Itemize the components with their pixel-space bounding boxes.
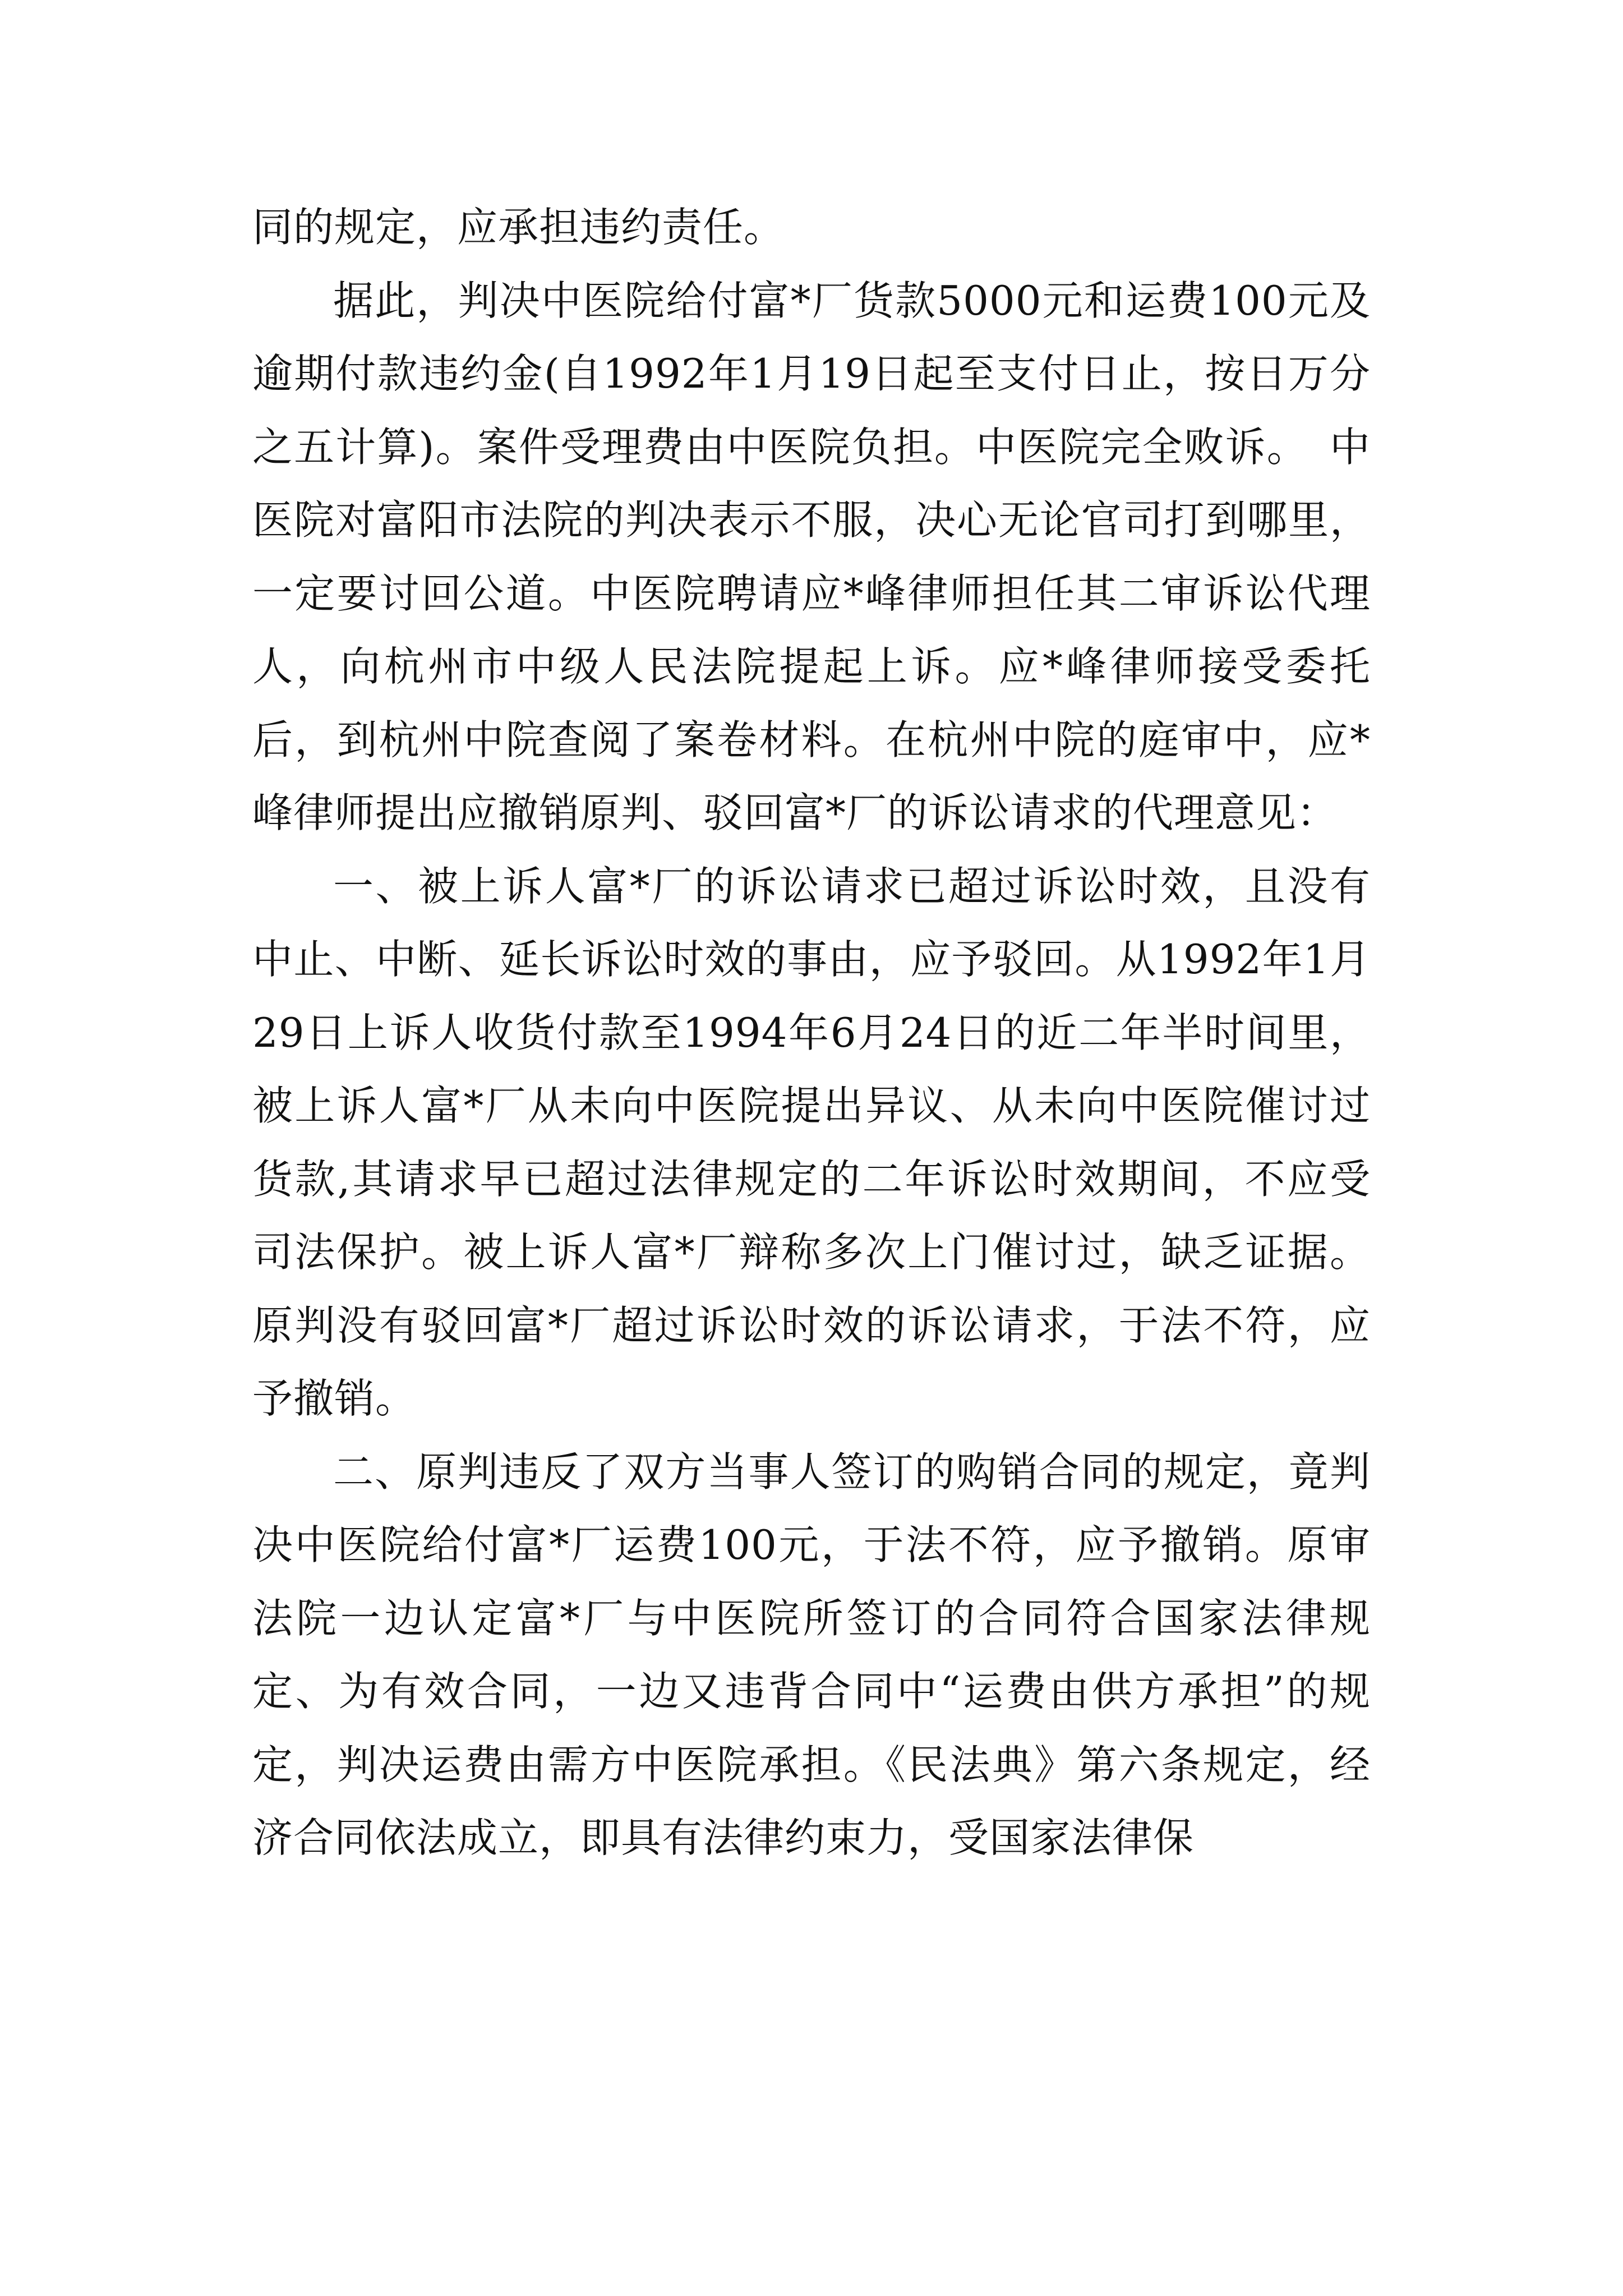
paragraph-continuation: 同的规定，应承担违约责任。 (252, 204, 785, 251)
paragraph-judgment: 据此，判决中医院给付富*厂货款5000元和运费100元及逾期付款违约金(自1992年1月19日起至支付日止，按日万分之五计算)。案件受理费由中医院负担。中医院完全败诉。 中医院对富阳市法院的判决表示不服，决心无论官司打到哪里，一定要讨回公道。中医院聘请应*峰律师担任其二审诉讼代理人，向杭州市中级人民法院提起上诉。应*峰律师接受委托后，到杭州中院查阅了案卷材料。在杭州中院的庭审中，应*峰律师提出应撤销原判、驳回富*厂的诉讼请求的代理意见： (252, 277, 1371, 836)
document-body (252, 191, 1371, 1875)
paragraph-point-one: 一、被上诉人富*厂的诉讼请求已超过诉讼时效，且没有中止、中断、延长诉讼时效的事由，应予驳回。从1992年1月29日上诉人收货付款至1994年6月24日的近二年半时间里，被上诉人富*厂从未向中医院提出异议、从未向中医院催讨过货款,其请求早已超过法律规定的二年诉讼时效期间，不应受司法保护。被上诉人富*厂辩称多次上门催讨过，缺乏证据。原判没有驳回富*厂超过诉讼时效的诉讼请求，于法不符，应予撤销。 (252, 862, 1371, 1422)
paragraph-point-two: 二、原判违反了双方当事人签订的购销合同的规定，竟判决中医院给付富*厂运费100元，于法不符，应予撤销。原审法院一边认定富*厂与中医院所签订的合同符合国家法律规定、为有效合同，一边又违背合同中“运费由供方承担”的规定，判决运费由需方中医院承担。《民法典》第六条规定，经济合同依法成立，即具有法律约束力，受国家法律保 (252, 1448, 1371, 1861)
